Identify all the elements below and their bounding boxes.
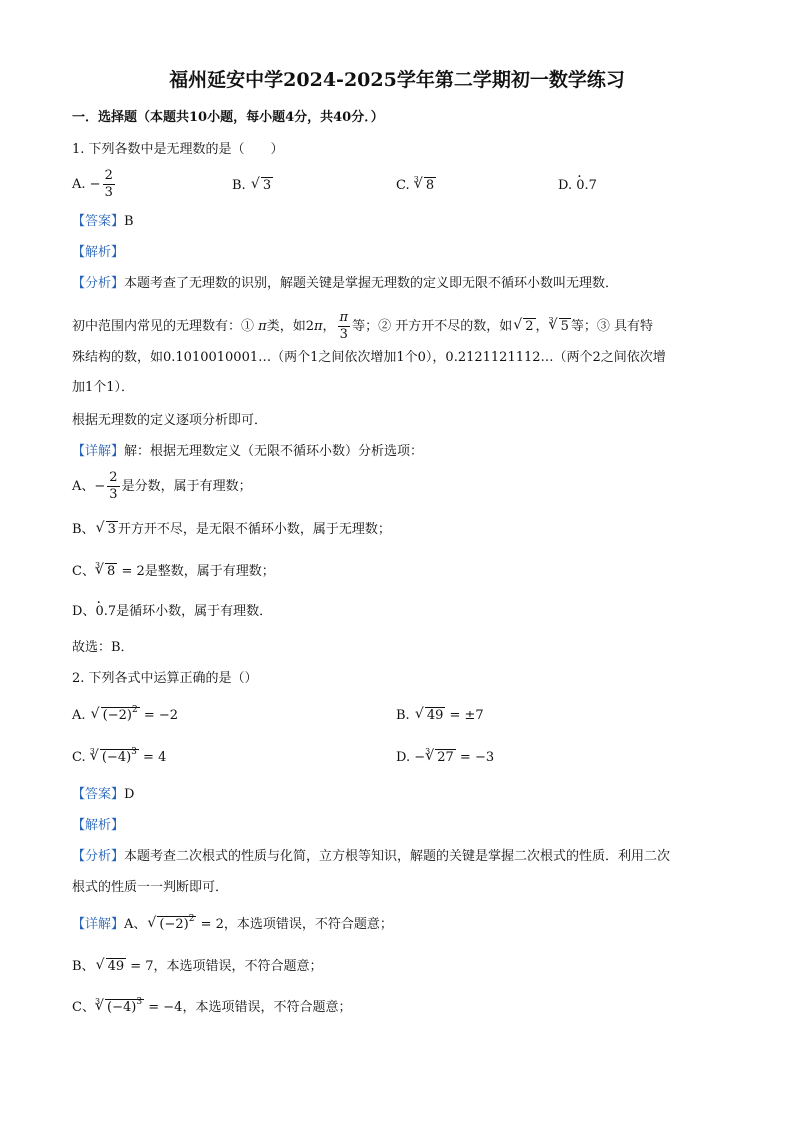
text: A、 xyxy=(124,917,147,932)
text: 等；② 开方开不尽的数，如 xyxy=(352,319,513,334)
radicand: 49 xyxy=(426,708,444,723)
q1-detail-b xyxy=(72,520,391,540)
q1-choose: 故选：B． xyxy=(72,640,134,655)
text: ， xyxy=(322,319,336,334)
q1-option-d-label: D. xyxy=(558,178,573,193)
q1-detail xyxy=(72,442,423,462)
q1-detail-d xyxy=(72,602,272,622)
radicand: 2 xyxy=(525,319,534,334)
q1-answer xyxy=(72,212,134,232)
root-index: 3 xyxy=(94,561,101,570)
radicand: 5 xyxy=(560,319,569,334)
fenxi-tag: 【分析】 xyxy=(72,849,125,864)
cbrt-symbol xyxy=(96,562,117,582)
q2-option-a-label: A. xyxy=(72,708,86,723)
q1-option-d xyxy=(558,176,597,196)
sqrt-symbol xyxy=(97,957,127,977)
q2-detail-b xyxy=(72,957,323,977)
radicand-base: (−4) xyxy=(101,750,132,765)
q2-option-b xyxy=(396,706,484,726)
q1-option-b xyxy=(232,176,273,196)
q1-option-a xyxy=(72,168,117,201)
q1-option-c-label: C. xyxy=(396,178,410,193)
answer-value: D xyxy=(124,787,135,802)
q2-detail-c xyxy=(72,998,351,1019)
equation: = 4 xyxy=(143,750,167,765)
cbrt-symbol xyxy=(550,317,571,337)
text: 类，如2 xyxy=(266,319,314,334)
exponent: 3 xyxy=(131,747,137,757)
exponent: 2 xyxy=(188,914,195,924)
equation: = 2 xyxy=(200,917,224,932)
fraction xyxy=(107,470,119,503)
text: B、 xyxy=(72,959,95,974)
page-title: 福州延安中学2024-2025学年第二学期初一数学练习 xyxy=(169,69,625,91)
q2-option-c-label: C. xyxy=(72,750,86,765)
q2-fenxi-line1 xyxy=(72,847,670,867)
equation: = 7 xyxy=(130,959,154,974)
q1-common-line3: 加1个1）． xyxy=(72,380,135,395)
sqrt-symbol xyxy=(416,706,446,726)
q1-method: 根据无理数的定义逐项分析即可． xyxy=(72,413,268,428)
text: 是分数，属于有理数； xyxy=(121,479,252,494)
radicand: 3 xyxy=(107,522,116,537)
text: C、 xyxy=(72,564,95,579)
detail-text: 解：根据无理数定义（无限不循环小数）分析选项： xyxy=(124,444,424,459)
root-index: 3 xyxy=(548,316,554,325)
radicand: 49 xyxy=(107,959,125,974)
equation: = −2 xyxy=(143,708,179,723)
radicand xyxy=(105,999,144,1017)
detail-tag: 【详解】 xyxy=(72,444,125,459)
text: ，本选项错误，不符合题意； xyxy=(223,917,393,932)
root-index: 3 xyxy=(94,997,101,1006)
radicand-base: (−4) xyxy=(107,1000,137,1015)
text: 开方开不尽，是无限不循环小数，属于无理数； xyxy=(117,522,391,537)
text: 是整数，属于有理数； xyxy=(144,564,275,579)
cbrt-symbol xyxy=(415,176,436,196)
q1-detail-c xyxy=(72,562,275,583)
equation: = −4 xyxy=(148,1000,183,1015)
radicand-base: (−2) xyxy=(159,917,189,932)
q1-option-c xyxy=(396,176,436,197)
q2-answer xyxy=(72,785,134,805)
fraction-denominator: 3 xyxy=(109,487,118,502)
radicand: 8 xyxy=(425,178,435,193)
q2-option-b-label: B. xyxy=(396,708,410,723)
equation: = −3 xyxy=(459,750,495,765)
pi-symbol: π xyxy=(258,319,267,334)
radicand xyxy=(157,916,196,934)
text: C、 xyxy=(72,1000,95,1015)
text: B、 xyxy=(72,522,95,537)
q2-analysis-tag: 【解析】 xyxy=(72,818,125,833)
radicand: 27 xyxy=(437,750,454,765)
q1-detail-a xyxy=(72,470,252,503)
radicand: 8 xyxy=(107,564,116,579)
pi-over-3-fraction xyxy=(338,310,351,343)
sqrt-symbol xyxy=(148,915,196,935)
q2-option-a xyxy=(72,706,178,726)
radicand-base: (−2) xyxy=(102,708,132,723)
q1-option-a-sign: − xyxy=(89,177,101,192)
detail-tag: 【详解】 xyxy=(72,917,125,932)
fraction-numerator: 2 xyxy=(104,168,113,183)
cbrt-symbol xyxy=(96,998,144,1018)
fraction-denominator: 3 xyxy=(104,185,113,200)
radicand xyxy=(100,749,139,767)
text: 等；③ 具有特 xyxy=(570,319,654,334)
fenxi-text: 本题考查了无理数的识别，解题关键是掌握无理数的定义即无限不循环小数叫无理数． xyxy=(124,276,619,291)
q1-option-a-fraction xyxy=(103,168,115,201)
q2-fenxi-line2: 根式的性质一一判断即可． xyxy=(72,880,229,895)
exponent: 3 xyxy=(136,997,143,1007)
sqrt-symbol xyxy=(92,706,140,726)
q1-option-b-label: B. xyxy=(232,178,246,193)
radicand: 3 xyxy=(262,178,272,193)
section-heading: 一．选择题（本题共10小题，每小题4分，共40分．） xyxy=(72,110,384,125)
q1-analysis-tag: 【解析】 xyxy=(72,245,125,260)
equation: = 2 xyxy=(121,564,145,579)
text: ，本选项错误，不符合题意； xyxy=(182,1000,352,1015)
radicand xyxy=(101,707,140,725)
q2-option-d-label: D. xyxy=(396,750,411,765)
q1-common-line2: 殊结构的数，如0.1010010001…（两个1之间依次增加1个0），0.2121121112…（两个2之间依次增 xyxy=(72,350,666,365)
cbrt-symbol xyxy=(426,748,456,768)
root-index: 3 xyxy=(89,747,95,756)
fraction-numerator: π xyxy=(339,310,349,325)
text: 初中范围内常见的无理数有：① xyxy=(72,319,259,334)
answer-tag: 【答案】 xyxy=(72,214,125,229)
q2-option-d xyxy=(396,748,494,769)
sqrt-symbol xyxy=(514,317,535,337)
q1-fenxi xyxy=(72,274,618,294)
cbrt-symbol xyxy=(91,748,139,768)
q1-option-a-label: A. xyxy=(72,177,86,192)
text: ， xyxy=(535,319,549,334)
sqrt-symbol xyxy=(252,176,273,196)
fraction-numerator: 2 xyxy=(109,470,118,485)
q2-stem: 2. 下列各式中运算正确的是（） xyxy=(72,671,258,686)
text: A、− xyxy=(72,479,106,494)
q1-stem: 1. 下列各数中是无理数的是（ ） xyxy=(72,142,284,157)
fraction-denominator: 3 xyxy=(339,327,348,342)
text: D、 xyxy=(72,604,96,619)
answer-value: B xyxy=(124,214,134,229)
root-index: 3 xyxy=(425,747,431,756)
text: ，本选项错误，不符合题意； xyxy=(153,959,323,974)
pi-symbol: π xyxy=(313,319,323,334)
repeating-decimal: 0.7 · xyxy=(576,178,597,193)
equation: = ±7 xyxy=(449,708,484,723)
repeating-decimal: 0.7 · xyxy=(95,604,116,619)
q2-option-c xyxy=(72,748,166,769)
exponent: 2 xyxy=(131,705,138,715)
fenxi-tag: 【分析】 xyxy=(72,276,125,291)
sqrt-symbol xyxy=(97,520,118,540)
fenxi-text: 本题考查二次根式的性质与化简，立方根等知识，解题的关键是掌握二次根式的性质．利用二次 xyxy=(124,849,671,864)
sign: − xyxy=(414,750,426,765)
root-index: 3 xyxy=(413,175,419,184)
answer-tag: 【答案】 xyxy=(72,787,125,802)
q2-detail-a xyxy=(72,915,393,935)
text: 是循环小数，属于有理数． xyxy=(116,604,273,619)
q1-common-irrationals xyxy=(72,310,653,343)
